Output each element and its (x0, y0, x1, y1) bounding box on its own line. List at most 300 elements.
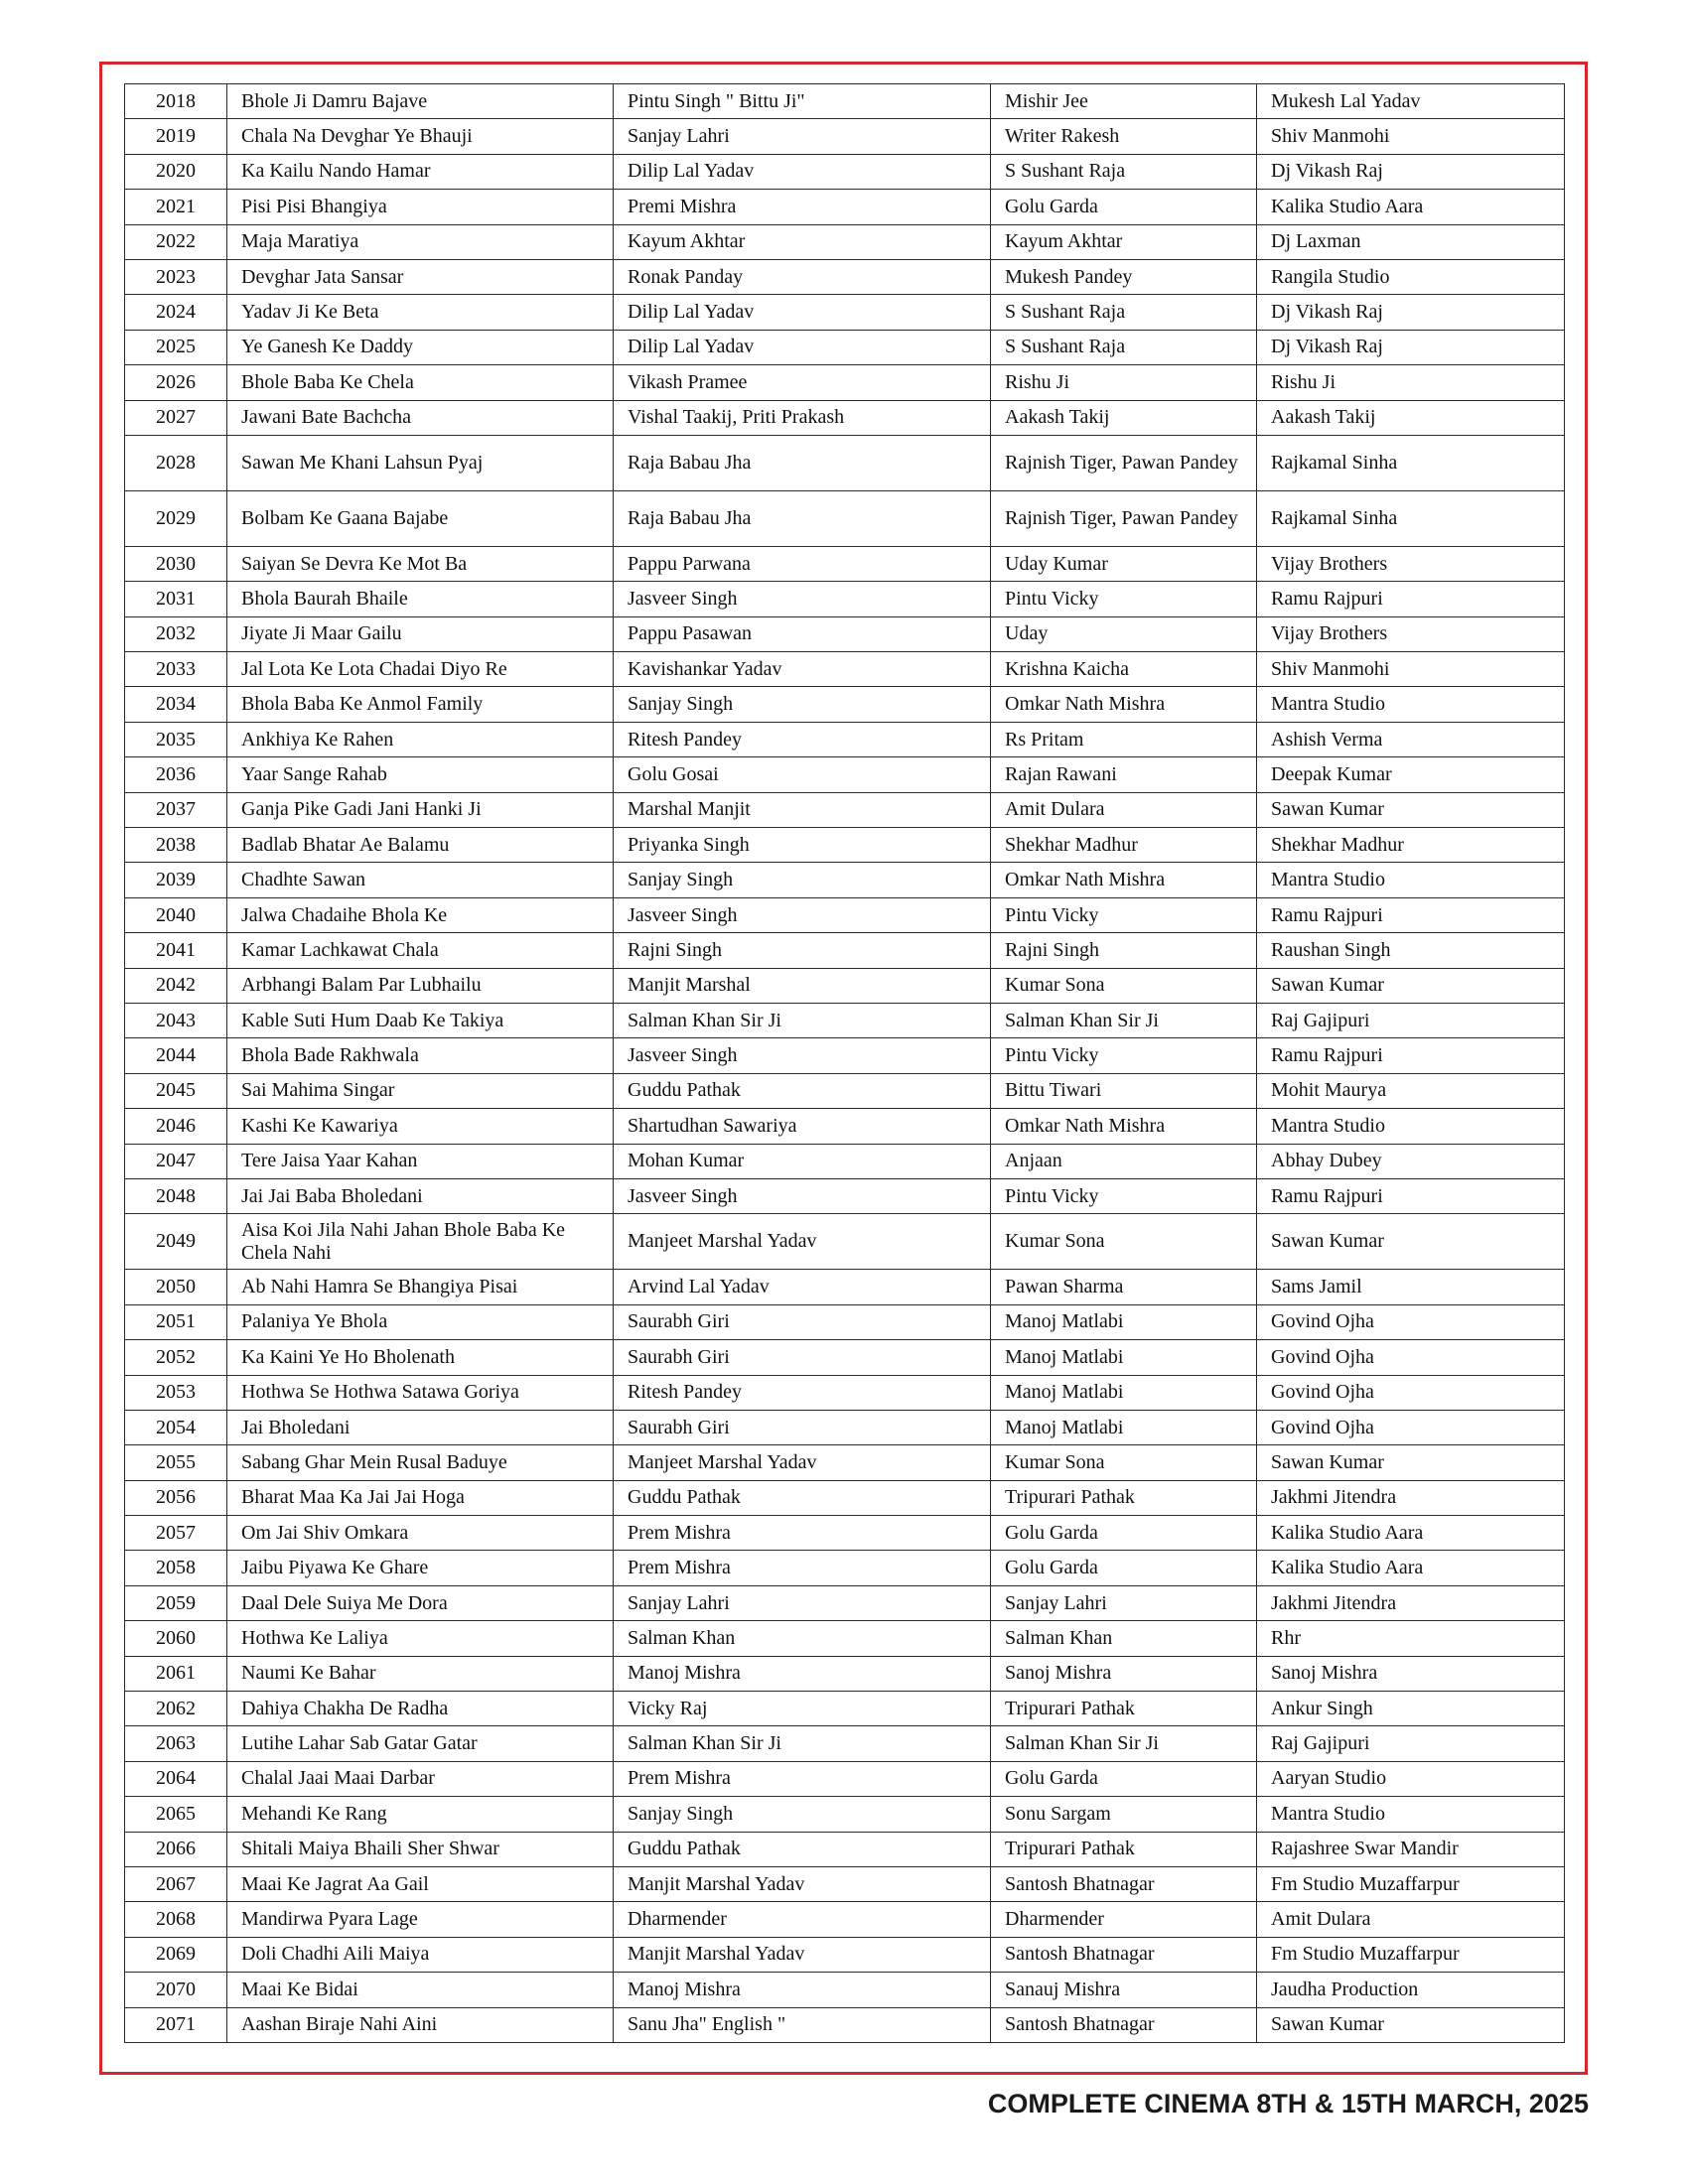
table-row (125, 652, 1565, 687)
serial-number-cell: 2040 (125, 897, 227, 932)
lyricist-cell: Omkar Nath Mishra (991, 1109, 1257, 1144)
song-title-cell: Maai Ke Bidai (227, 1973, 614, 2007)
lyricist-cell: Krishna Kaicha (991, 652, 1257, 687)
table-row (125, 863, 1565, 897)
singer-cell: Manjeet Marshal Yadav (614, 1214, 991, 1270)
lyricist-cell: Salman Khan (991, 1621, 1257, 1656)
song-title-cell: Ganja Pike Gadi Jani Hanki Ji (227, 792, 614, 827)
song-title-cell: Bhola Baba Ke Anmol Family (227, 687, 614, 722)
serial-number-cell: 2047 (125, 1144, 227, 1178)
music-cell: Aaryan Studio (1257, 1761, 1565, 1796)
singer-cell: Sanjay Singh (614, 687, 991, 722)
singer-cell: Prem Mishra (614, 1761, 991, 1796)
song-title-cell: Kashi Ke Kawariya (227, 1109, 614, 1144)
singer-cell: Kayum Akhtar (614, 224, 991, 259)
table-row (125, 757, 1565, 792)
music-cell: Ankur Singh (1257, 1692, 1565, 1726)
table-row (125, 1832, 1565, 1866)
song-title-cell: Kable Suti Hum Daab Ke Takiya (227, 1003, 614, 1037)
music-cell: Mukesh Lal Yadav (1257, 84, 1565, 119)
music-cell: Sawan Kumar (1257, 792, 1565, 827)
song-title-cell: Chala Na Devghar Ye Bhauji (227, 119, 614, 154)
music-cell: Ramu Rajpuri (1257, 1178, 1565, 1213)
table-row (125, 1073, 1565, 1108)
music-cell: Kalika Studio Aara (1257, 1516, 1565, 1551)
lyricist-cell: Kumar Sona (991, 1214, 1257, 1270)
lyricist-cell: Mukesh Pandey (991, 259, 1257, 294)
music-cell: Raj Gajipuri (1257, 1003, 1565, 1037)
singer-cell: Jasveer Singh (614, 897, 991, 932)
table-row (125, 1551, 1565, 1585)
singer-cell: Arvind Lal Yadav (614, 1270, 991, 1304)
serial-number-cell: 2022 (125, 224, 227, 259)
music-cell: Rajkamal Sinha (1257, 490, 1565, 546)
lyricist-cell: Manoj Matlabi (991, 1340, 1257, 1375)
serial-number-cell: 2044 (125, 1038, 227, 1073)
song-registration-table (124, 83, 1565, 2043)
serial-number-cell: 2038 (125, 828, 227, 863)
serial-number-cell: 2018 (125, 84, 227, 119)
table-row (125, 1304, 1565, 1339)
table-row (125, 119, 1565, 154)
serial-number-cell: 2067 (125, 1866, 227, 1901)
serial-number-cell: 2051 (125, 1304, 227, 1339)
singer-cell: Saurabh Giri (614, 1304, 991, 1339)
singer-cell: Shartudhan Sawariya (614, 1109, 991, 1144)
lyricist-cell: Pawan Sharma (991, 1270, 1257, 1304)
song-title-cell: Jai Jai Baba Bholedani (227, 1178, 614, 1213)
song-title-cell: Kamar Lachkawat Chala (227, 933, 614, 968)
song-title-cell: Maja Maratiya (227, 224, 614, 259)
song-title-cell: Badlab Bhatar Ae Balamu (227, 828, 614, 863)
song-title-cell: Shitali Maiya Bhaili Sher Shwar (227, 1832, 614, 1866)
music-cell: Shekhar Madhur (1257, 828, 1565, 863)
song-title-cell: Pisi Pisi Bhangiya (227, 190, 614, 224)
serial-number-cell: 2024 (125, 295, 227, 330)
music-cell: Amit Dulara (1257, 1902, 1565, 1937)
music-cell: Mantra Studio (1257, 1797, 1565, 1832)
serial-number-cell: 2070 (125, 1973, 227, 2007)
singer-cell: Raja Babau Jha (614, 435, 991, 490)
singer-cell: Marshal Manjit (614, 792, 991, 827)
music-cell: Govind Ojha (1257, 1340, 1565, 1375)
music-cell: Ramu Rajpuri (1257, 1038, 1565, 1073)
singer-cell: Saurabh Giri (614, 1410, 991, 1444)
singer-cell: Manjeet Marshal Yadav (614, 1445, 991, 1480)
song-title-cell: Yaar Sange Rahab (227, 757, 614, 792)
serial-number-cell: 2020 (125, 154, 227, 189)
serial-number-cell: 2064 (125, 1761, 227, 1796)
lyricist-cell: Salman Khan Sir Ji (991, 1003, 1257, 1037)
lyricist-cell: Golu Garda (991, 1551, 1257, 1585)
serial-number-cell: 2054 (125, 1410, 227, 1444)
music-cell: Rajkamal Sinha (1257, 435, 1565, 490)
serial-number-cell: 2021 (125, 190, 227, 224)
singer-cell: Vicky Raj (614, 1692, 991, 1726)
lyricist-cell: Uday Kumar (991, 546, 1257, 581)
music-cell: Jaudha Production (1257, 1973, 1565, 2007)
lyricist-cell: Shekhar Madhur (991, 828, 1257, 863)
song-title-cell: Ab Nahi Hamra Se Bhangiya Pisai (227, 1270, 614, 1304)
song-title-cell: Chadhte Sawan (227, 863, 614, 897)
music-cell: Jakhmi Jitendra (1257, 1585, 1565, 1620)
lyricist-cell: Kayum Akhtar (991, 224, 1257, 259)
singer-cell: Jasveer Singh (614, 582, 991, 616)
music-cell: Sawan Kumar (1257, 1214, 1565, 1270)
song-title-cell: Jiyate Ji Maar Gailu (227, 616, 614, 651)
song-title-cell: Bhole Ji Damru Bajave (227, 84, 614, 119)
table-row (125, 295, 1565, 330)
lyricist-cell: Rajnish Tiger, Pawan Pandey (991, 490, 1257, 546)
music-cell: Sanoj Mishra (1257, 1656, 1565, 1691)
singer-cell: Jasveer Singh (614, 1178, 991, 1213)
table-row (125, 1761, 1565, 1796)
music-cell: Vijay Brothers (1257, 546, 1565, 581)
lyricist-cell: Tripurari Pathak (991, 1480, 1257, 1515)
table-row (125, 400, 1565, 435)
serial-number-cell: 2071 (125, 2007, 227, 2042)
singer-cell: Ritesh Pandey (614, 1375, 991, 1410)
table-row (125, 1038, 1565, 1073)
lyricist-cell: Sanjay Lahri (991, 1585, 1257, 1620)
serial-number-cell: 2049 (125, 1214, 227, 1270)
music-cell: Shiv Manmohi (1257, 652, 1565, 687)
singer-cell: Vishal Taakij, Priti Prakash (614, 400, 991, 435)
serial-number-cell: 2057 (125, 1516, 227, 1551)
singer-cell: Vikash Pramee (614, 365, 991, 400)
serial-number-cell: 2042 (125, 968, 227, 1003)
singer-cell: Dilip Lal Yadav (614, 154, 991, 189)
serial-number-cell: 2065 (125, 1797, 227, 1832)
table-row (125, 1178, 1565, 1213)
music-cell: Sams Jamil (1257, 1270, 1565, 1304)
table-row (125, 933, 1565, 968)
singer-cell: Sanjay Lahri (614, 1585, 991, 1620)
song-title-cell: Arbhangi Balam Par Lubhailu (227, 968, 614, 1003)
serial-number-cell: 2056 (125, 1480, 227, 1515)
singer-cell: Golu Gosai (614, 757, 991, 792)
song-title-cell: Palaniya Ye Bhola (227, 1304, 614, 1339)
lyricist-cell: Salman Khan Sir Ji (991, 1726, 1257, 1761)
music-cell: Mantra Studio (1257, 687, 1565, 722)
singer-cell: Manjit Marshal Yadav (614, 1937, 991, 1972)
music-cell: Jakhmi Jitendra (1257, 1480, 1565, 1515)
singer-cell: Raja Babau Jha (614, 490, 991, 546)
music-cell: Aakash Takij (1257, 400, 1565, 435)
singer-cell: Prem Mishra (614, 1551, 991, 1585)
serial-number-cell: 2045 (125, 1073, 227, 1108)
music-cell: Ramu Rajpuri (1257, 897, 1565, 932)
song-title-cell: Om Jai Shiv Omkara (227, 1516, 614, 1551)
singer-cell: Ritesh Pandey (614, 722, 991, 756)
lyricist-cell: Manoj Matlabi (991, 1304, 1257, 1339)
song-title-cell: Ka Kailu Nando Hamar (227, 154, 614, 189)
lyricist-cell: Uday (991, 616, 1257, 651)
singer-cell: Salman Khan Sir Ji (614, 1003, 991, 1037)
serial-number-cell: 2060 (125, 1621, 227, 1656)
serial-number-cell: 2023 (125, 259, 227, 294)
song-title-cell: Daal Dele Suiya Me Dora (227, 1585, 614, 1620)
table-row (125, 259, 1565, 294)
serial-number-cell: 2052 (125, 1340, 227, 1375)
serial-number-cell: 2033 (125, 652, 227, 687)
lyricist-cell: Rajan Rawani (991, 757, 1257, 792)
serial-number-cell: 2048 (125, 1178, 227, 1213)
singer-cell: Sanu Jha" English " (614, 2007, 991, 2042)
table-row (125, 1109, 1565, 1144)
singer-cell: Prem Mishra (614, 1516, 991, 1551)
music-cell: Deepak Kumar (1257, 757, 1565, 792)
table-row (125, 1937, 1565, 1972)
serial-number-cell: 2066 (125, 1832, 227, 1866)
serial-number-cell: 2036 (125, 757, 227, 792)
table-row (125, 1516, 1565, 1551)
table-row (125, 84, 1565, 119)
music-cell: Dj Vikash Raj (1257, 330, 1565, 364)
table-row (125, 1270, 1565, 1304)
music-cell: Mantra Studio (1257, 1109, 1565, 1144)
music-cell: Kalika Studio Aara (1257, 1551, 1565, 1585)
table-row (125, 582, 1565, 616)
song-title-cell: Jai Bholedani (227, 1410, 614, 1444)
music-cell: Sawan Kumar (1257, 1445, 1565, 1480)
serial-number-cell: 2039 (125, 863, 227, 897)
lyricist-cell: Bittu Tiwari (991, 1073, 1257, 1108)
serial-number-cell: 2037 (125, 792, 227, 827)
singer-cell: Sanjay Singh (614, 1797, 991, 1832)
lyricist-cell: Pintu Vicky (991, 897, 1257, 932)
song-title-cell: Jaibu Piyawa Ke Ghare (227, 1551, 614, 1585)
lyricist-cell: S Sushant Raja (991, 295, 1257, 330)
lyricist-cell: S Sushant Raja (991, 330, 1257, 364)
music-cell: Ramu Rajpuri (1257, 582, 1565, 616)
song-title-cell: Hothwa Ke Laliya (227, 1621, 614, 1656)
table-row (125, 616, 1565, 651)
song-title-cell: Lutihe Lahar Sab Gatar Gatar (227, 1726, 614, 1761)
singer-cell: Rajni Singh (614, 933, 991, 968)
song-title-cell: Ankhiya Ke Rahen (227, 722, 614, 756)
serial-number-cell: 2028 (125, 435, 227, 490)
table-row (125, 722, 1565, 756)
lyricist-cell: Tripurari Pathak (991, 1832, 1257, 1866)
table-row (125, 1726, 1565, 1761)
table-row (125, 1214, 1565, 1270)
song-title-cell: Maai Ke Jagrat Aa Gail (227, 1866, 614, 1901)
song-title-cell: Aashan Biraje Nahi Aini (227, 2007, 614, 2042)
singer-cell: Manjit Marshal (614, 968, 991, 1003)
serial-number-cell: 2032 (125, 616, 227, 651)
serial-number-cell: 2068 (125, 1902, 227, 1937)
table-row (125, 1480, 1565, 1515)
table-row (125, 1340, 1565, 1375)
singer-cell: Manoj Mishra (614, 1973, 991, 2007)
lyricist-cell: Manoj Matlabi (991, 1410, 1257, 1444)
singer-cell: Priyanka Singh (614, 828, 991, 863)
table-row (125, 330, 1565, 364)
table-row (125, 1656, 1565, 1691)
serial-number-cell: 2034 (125, 687, 227, 722)
table-row (125, 1585, 1565, 1620)
serial-number-cell: 2029 (125, 490, 227, 546)
song-title-cell: Dahiya Chakha De Radha (227, 1692, 614, 1726)
table-row (125, 1902, 1565, 1937)
music-cell: Sawan Kumar (1257, 2007, 1565, 2042)
music-cell: Shiv Manmohi (1257, 119, 1565, 154)
singer-cell: Manjit Marshal Yadav (614, 1866, 991, 1901)
singer-cell: Premi Mishra (614, 190, 991, 224)
song-title-cell: Bhola Bade Rakhwala (227, 1038, 614, 1073)
music-cell: Dj Vikash Raj (1257, 295, 1565, 330)
music-cell: Fm Studio Muzaffarpur (1257, 1937, 1565, 1972)
music-cell: Fm Studio Muzaffarpur (1257, 1866, 1565, 1901)
song-title-cell: Bolbam Ke Gaana Bajabe (227, 490, 614, 546)
table-row (125, 365, 1565, 400)
table-row (125, 1692, 1565, 1726)
music-cell: Ashish Verma (1257, 722, 1565, 756)
song-title-cell: Sawan Me Khani Lahsun Pyaj (227, 435, 614, 490)
table-row (125, 687, 1565, 722)
table-row (125, 435, 1565, 490)
singer-cell: Sanjay Singh (614, 863, 991, 897)
singer-cell: Guddu Pathak (614, 1073, 991, 1108)
lyricist-cell: Sanauj Mishra (991, 1973, 1257, 2007)
music-cell: Govind Ojha (1257, 1375, 1565, 1410)
song-title-cell: Bhole Baba Ke Chela (227, 365, 614, 400)
table-row (125, 1445, 1565, 1480)
serial-number-cell: 2035 (125, 722, 227, 756)
song-title-cell: Doli Chadhi Aili Maiya (227, 1937, 614, 1972)
lyricist-cell: Rajnish Tiger, Pawan Pandey (991, 435, 1257, 490)
table-row (125, 792, 1565, 827)
lyricist-cell: Golu Garda (991, 1516, 1257, 1551)
serial-number-cell: 2062 (125, 1692, 227, 1726)
music-cell: Sawan Kumar (1257, 968, 1565, 1003)
singer-cell: Sanjay Lahri (614, 119, 991, 154)
music-cell: Govind Ojha (1257, 1304, 1565, 1339)
lyricist-cell: Sonu Sargam (991, 1797, 1257, 1832)
song-title-cell: Mehandi Ke Rang (227, 1797, 614, 1832)
serial-number-cell: 2046 (125, 1109, 227, 1144)
music-cell: Vijay Brothers (1257, 616, 1565, 651)
singer-cell: Salman Khan Sir Ji (614, 1726, 991, 1761)
lyricist-cell: Pintu Vicky (991, 1038, 1257, 1073)
singer-cell: Ronak Panday (614, 259, 991, 294)
music-cell: Mohit Maurya (1257, 1073, 1565, 1108)
singer-cell: Pintu Singh " Bittu Ji" (614, 84, 991, 119)
serial-number-cell: 2026 (125, 365, 227, 400)
table-row (125, 1973, 1565, 2007)
lyricist-cell: Golu Garda (991, 1761, 1257, 1796)
singer-cell: Mohan Kumar (614, 1144, 991, 1178)
song-title-cell: Jal Lota Ke Lota Chadai Diyo Re (227, 652, 614, 687)
song-title-cell: Ye Ganesh Ke Daddy (227, 330, 614, 364)
lyricist-cell: Tripurari Pathak (991, 1692, 1257, 1726)
singer-cell: Manoj Mishra (614, 1656, 991, 1691)
song-title-cell: Sabang Ghar Mein Rusal Baduye (227, 1445, 614, 1480)
lyricist-cell: Pintu Vicky (991, 1178, 1257, 1213)
music-cell: Dj Vikash Raj (1257, 154, 1565, 189)
lyricist-cell: Manoj Matlabi (991, 1375, 1257, 1410)
music-cell: Raushan Singh (1257, 933, 1565, 968)
song-title-cell: Bharat Maa Ka Jai Jai Hoga (227, 1480, 614, 1515)
singer-cell: Dharmender (614, 1902, 991, 1937)
lyricist-cell: Rs Pritam (991, 722, 1257, 756)
lyricist-cell: Omkar Nath Mishra (991, 687, 1257, 722)
music-cell: Abhay Dubey (1257, 1144, 1565, 1178)
table-row (125, 1410, 1565, 1444)
music-cell: Kalika Studio Aara (1257, 190, 1565, 224)
table-row (125, 190, 1565, 224)
lyricist-cell: S Sushant Raja (991, 154, 1257, 189)
singer-cell: Pappu Parwana (614, 546, 991, 581)
table-row (125, 968, 1565, 1003)
table-body (125, 84, 1565, 2043)
music-cell: Rishu Ji (1257, 365, 1565, 400)
serial-number-cell: 2069 (125, 1937, 227, 1972)
serial-number-cell: 2019 (125, 119, 227, 154)
table-row (125, 546, 1565, 581)
song-title-cell: Naumi Ke Bahar (227, 1656, 614, 1691)
table-row (125, 1866, 1565, 1901)
table-row (125, 897, 1565, 932)
singer-cell: Pappu Pasawan (614, 616, 991, 651)
lyricist-cell: Dharmender (991, 1902, 1257, 1937)
lyricist-cell: Santosh Bhatnagar (991, 2007, 1257, 2042)
song-title-cell: Hothwa Se Hothwa Satawa Goriya (227, 1375, 614, 1410)
serial-number-cell: 2055 (125, 1445, 227, 1480)
serial-number-cell: 2041 (125, 933, 227, 968)
song-title-cell: Sai Mahima Singar (227, 1073, 614, 1108)
singer-cell: Dilip Lal Yadav (614, 295, 991, 330)
table-row (125, 154, 1565, 189)
table-row (125, 1003, 1565, 1037)
table-row (125, 2007, 1565, 2042)
song-title-cell: Jawani Bate Bachcha (227, 400, 614, 435)
music-cell: Dj Laxman (1257, 224, 1565, 259)
song-title-cell: Yadav Ji Ke Beta (227, 295, 614, 330)
singer-cell: Guddu Pathak (614, 1832, 991, 1866)
music-cell: Mantra Studio (1257, 863, 1565, 897)
singer-cell: Saurabh Giri (614, 1340, 991, 1375)
lyricist-cell: Sanoj Mishra (991, 1656, 1257, 1691)
music-cell: Rhr (1257, 1621, 1565, 1656)
song-title-cell: Tere Jaisa Yaar Kahan (227, 1144, 614, 1178)
singer-cell: Salman Khan (614, 1621, 991, 1656)
song-title-cell: Jalwa Chadaihe Bhola Ke (227, 897, 614, 932)
singer-cell: Kavishankar Yadav (614, 652, 991, 687)
music-cell: Rangila Studio (1257, 259, 1565, 294)
song-title-cell: Mandirwa Pyara Lage (227, 1902, 614, 1937)
song-title-cell: Chalal Jaai Maai Darbar (227, 1761, 614, 1796)
lyricist-cell: Pintu Vicky (991, 582, 1257, 616)
lyricist-cell: Writer Rakesh (991, 119, 1257, 154)
table-row (125, 1797, 1565, 1832)
serial-number-cell: 2050 (125, 1270, 227, 1304)
music-cell: Govind Ojha (1257, 1410, 1565, 1444)
table-row (125, 1144, 1565, 1178)
singer-cell: Dilip Lal Yadav (614, 330, 991, 364)
lyricist-cell: Golu Garda (991, 190, 1257, 224)
table-row (125, 828, 1565, 863)
serial-number-cell: 2031 (125, 582, 227, 616)
lyricist-cell: Amit Dulara (991, 792, 1257, 827)
table-row (125, 1375, 1565, 1410)
serial-number-cell: 2025 (125, 330, 227, 364)
table-row (125, 490, 1565, 546)
lyricist-cell: Anjaan (991, 1144, 1257, 1178)
serial-number-cell: 2027 (125, 400, 227, 435)
lyricist-cell: Rishu Ji (991, 365, 1257, 400)
